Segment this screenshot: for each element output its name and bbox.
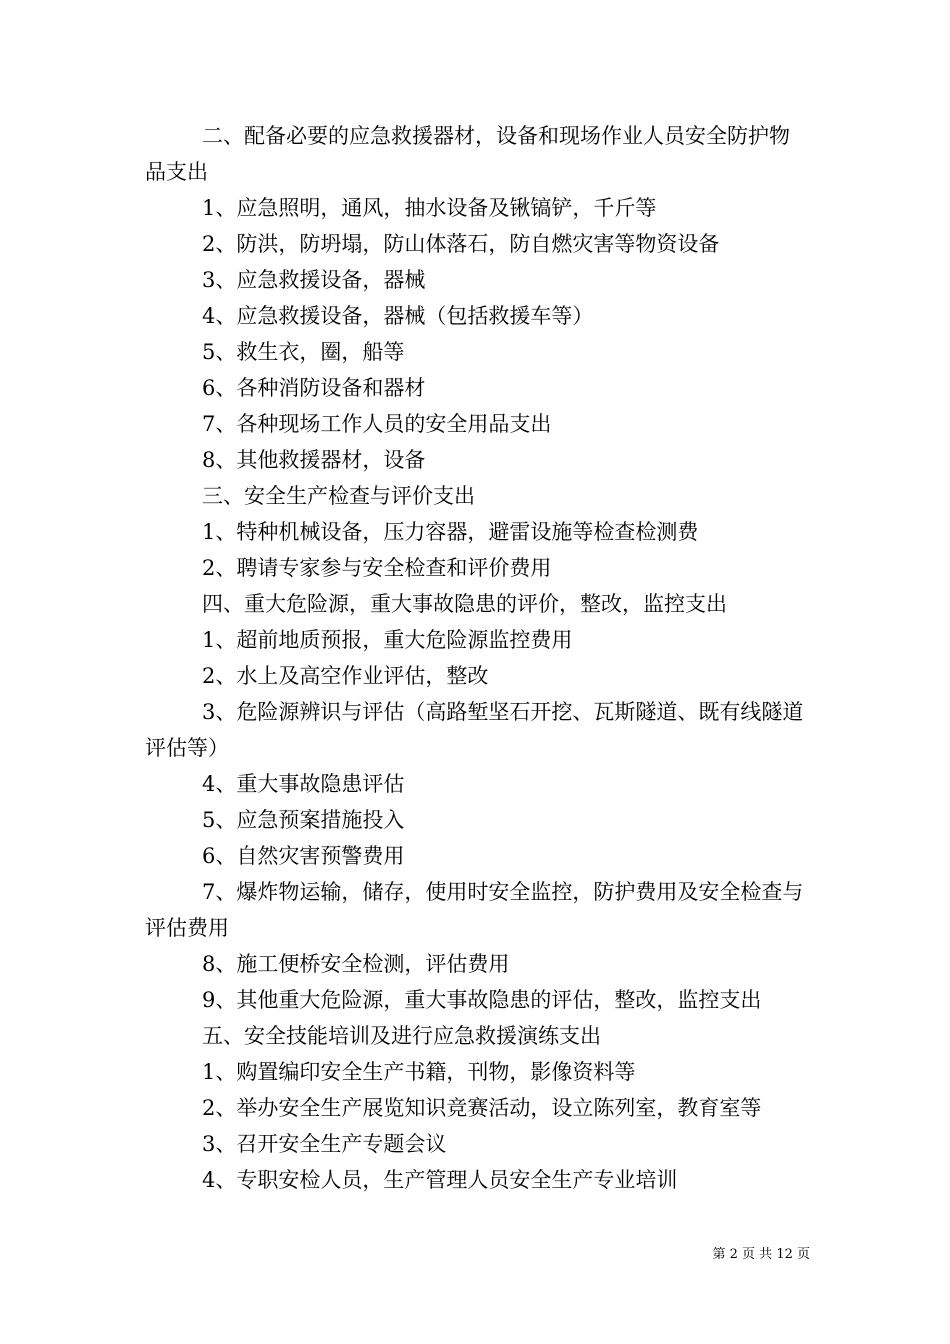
list-item: 7、爆炸物运输，储存，使用时安全监控，防护费用及安全检查与评估费用 [145, 880, 804, 940]
list-item: 2、聘请专家参与安全检查和评价费用 [202, 556, 552, 580]
list-item: 1、特种机械设备，压力容器，避雷设施等检查检测费 [202, 520, 699, 544]
section-heading-3: 三、安全生产检查与评价支出 [202, 484, 475, 508]
list-item: 6、各种消防设备和器材 [202, 376, 426, 400]
page-number-footer: 第 2 页 共 12 页 [712, 1247, 810, 1262]
list-item: 8、施工便桥安全检测，评估费用 [202, 952, 510, 976]
document-body [145, 118, 810, 1198]
list-item: 3、危险源辨识与评估（高路堑坚石开挖、瓦斯隧道、既有线隧道评估等） [145, 700, 804, 760]
list-item: 2、防洪，防坍塌，防山体落石，防自燃灾害等物资设备 [202, 232, 720, 256]
list-item: 8、其他救援器材，设备 [202, 448, 426, 472]
list-item: 4、专职安检人员，生产管理人员安全生产专业培训 [202, 1168, 678, 1192]
list-item: 3、应急救援设备，器械 [202, 268, 426, 292]
section-heading-5: 五、安全技能培训及进行应急救援演练支出 [202, 1024, 601, 1048]
list-item: 5、救生衣，圈，船等 [202, 340, 405, 364]
list-item: 2、水上及高空作业评估，整改 [202, 664, 489, 688]
section-heading-4: 四、重大危险源，重大事故隐患的评价，整改，监控支出 [202, 592, 727, 616]
list-item: 1、应急照明，通风，抽水设备及锹镐铲，千斤等 [202, 196, 657, 220]
list-item: 4、应急救援设备，器械（包括救援车等） [202, 304, 594, 328]
list-item: 6、自然灾害预警费用 [202, 844, 405, 868]
list-item: 7、各种现场工作人员的安全用品支出 [202, 412, 552, 436]
list-item: 2、举办安全生产展览知识竞赛活动，设立陈列室，教育室等 [202, 1096, 762, 1120]
list-item: 1、购置编印安全生产书籍，刊物，影像资料等 [202, 1060, 636, 1084]
section-heading-2: 二、配备必要的应急救援器材，设备和现场作业人员安全防护物品支出 [145, 124, 790, 184]
list-item: 1、超前地质预报，重大危险源监控费用 [202, 628, 573, 652]
list-item: 4、重大事故隐患评估 [202, 772, 405, 796]
list-item: 3、召开安全生产专题会议 [202, 1132, 447, 1156]
list-item: 5、应急预案措施投入 [202, 808, 405, 832]
list-item: 9、其他重大危险源，重大事故隐患的评估，整改，监控支出 [202, 988, 762, 1012]
